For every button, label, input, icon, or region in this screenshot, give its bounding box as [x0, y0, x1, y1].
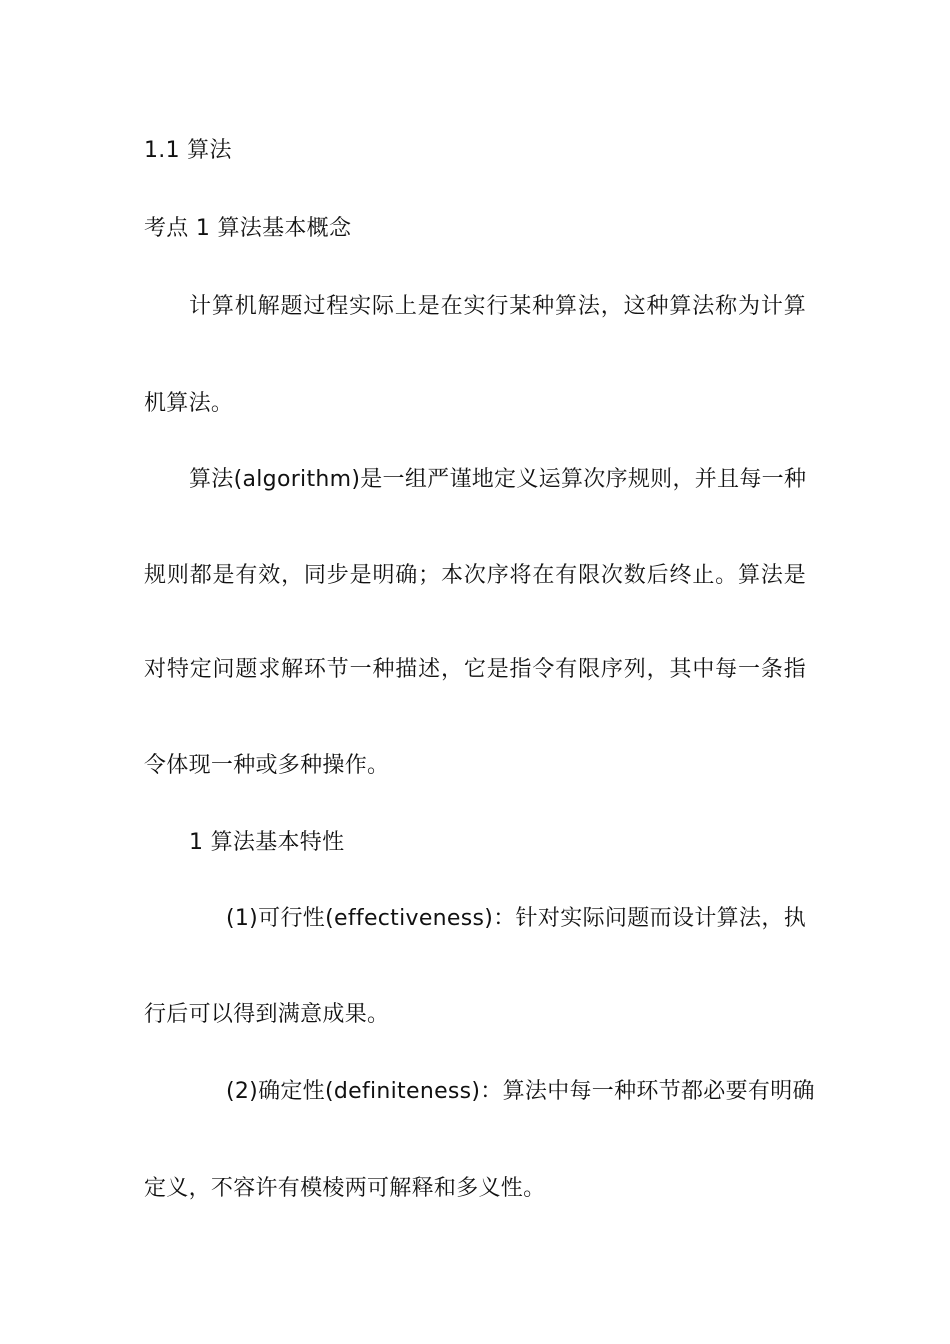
item1-line1: (1)可行性(effectiveness)：针对实际问题而设计算法，执: [226, 906, 806, 931]
paragraph2-line4: 令体现一种或多种操作。: [144, 753, 390, 778]
paragraph2-line2: 规则都是有效，同步是明确；本次序将在有限次数后终止。算法是: [144, 563, 806, 588]
paragraph2-line3: 对特定问题求解环节一种描述，它是指令有限序列，其中每一条指: [144, 657, 806, 682]
paragraph1-line1: 计算机解题过程实际上是在实行某种算法，这种算法称为计算: [189, 294, 806, 319]
item1-line2: 行后可以得到满意成果。: [144, 1002, 390, 1027]
list-heading: 1 算法基本特性: [189, 830, 345, 855]
item2-line1: (2)确定性(definiteness)：算法中每一种环节都必要有明确: [226, 1079, 815, 1104]
subheading: 考点 1 算法基本概念: [144, 216, 352, 241]
section-heading: 1.1 算法: [144, 138, 232, 163]
item2-line2: 定义，不容许有模棱两可解释和多义性。: [144, 1176, 546, 1201]
paragraph2-line1: 算法(algorithm)是一组严谨地定义运算次序规则，并且每一种: [189, 467, 807, 492]
paragraph1-line2: 机算法。: [144, 391, 234, 416]
